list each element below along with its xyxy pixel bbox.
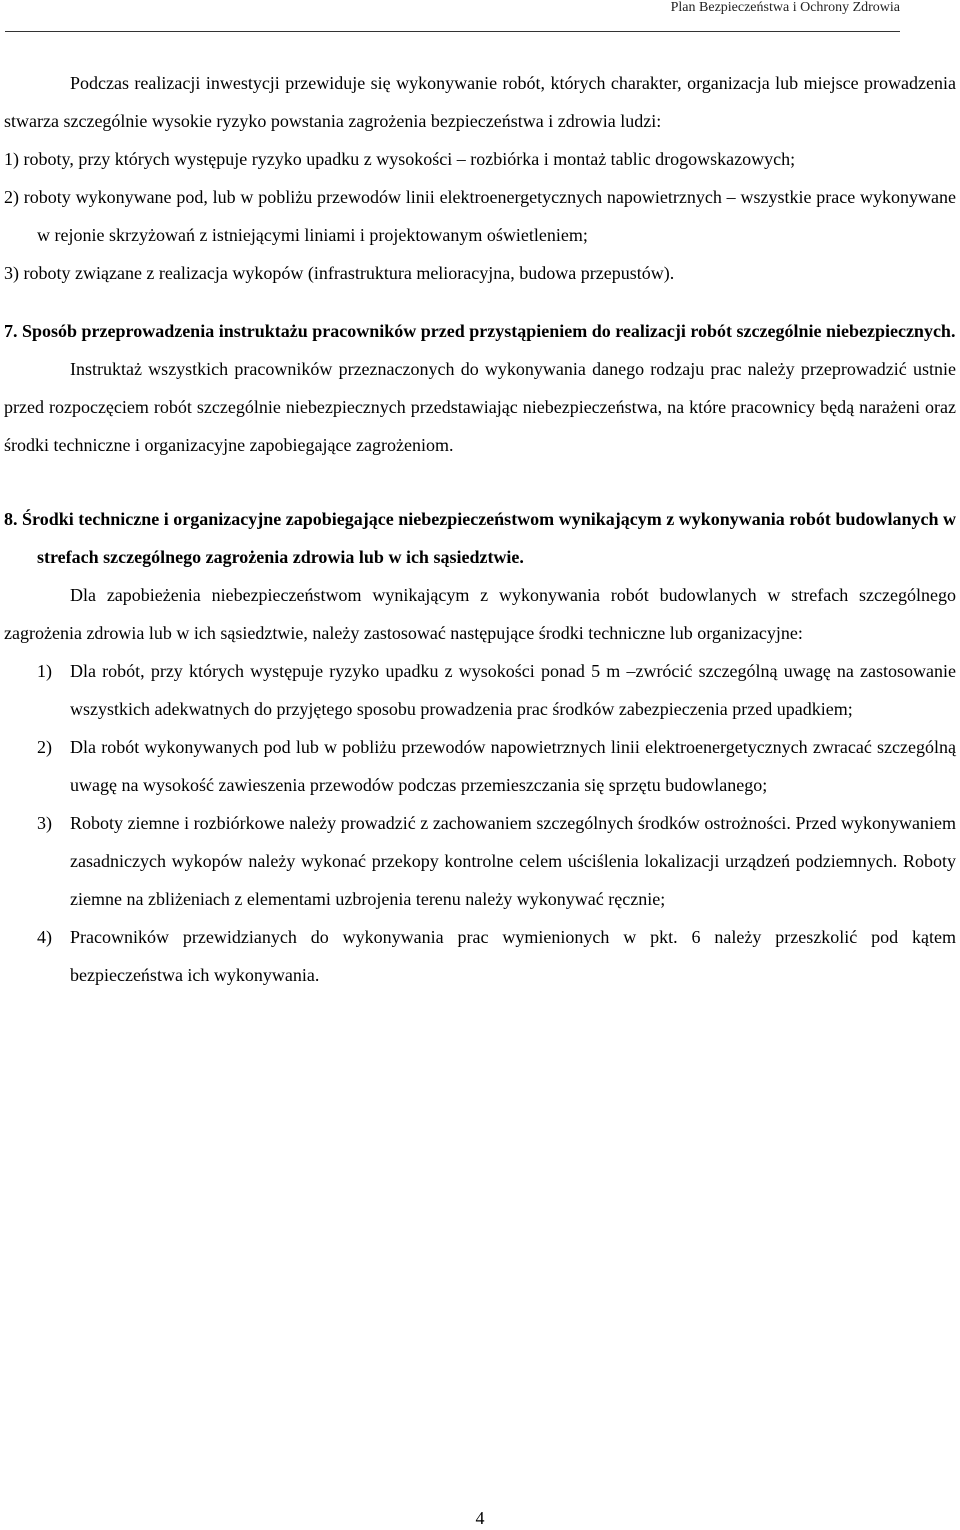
spacer (4, 292, 956, 312)
section-7-heading: 7. Sposób przeprowadzenia instruktażu pracowników przed przystąpieniem do realizacji robót szczególnie niebezpiecznych. (4, 321, 956, 341)
risk-item: 2) roboty wykonywane pod, lub w pobliżu przewodów linii elektroenergetycznych napowietrznych – wszystkie prace wykonywane w rejonie skrzyżowań z istniejącymi liniami i projektowanym oświetleniem; (4, 187, 956, 245)
measure-item (4, 804, 956, 918)
measure-text: Dla robót, przy których występuje ryzyko upadku z wysokości ponad 5 m –zwrócić szczególną uwagę na zastosowanie wszystkich adekwatnych do przyjętego sposobu prowadzenia prac środków zabezpieczenia przed upadkiem; (70, 661, 956, 719)
document-title: Plan Bezpieczeństwa i Ochrony Zdrowia (670, 0, 900, 15)
page-number: 4 (475, 1508, 485, 1528)
header-divider (5, 31, 900, 32)
measures-list (4, 652, 956, 994)
page-header (0, 0, 900, 34)
section-7-body: Instruktaż wszystkich pracowników przeznaczonych do wykonywania danego rodzaju prac należy przeprowadzić ustnie przed rozpoczęciem robót szczególnie niebezpiecznych przedstawiając niebezpieczeństwa, na które pracownicy będą narażeni oraz środki techniczne i organizacyjne zapobiegające zagrożeniom. (4, 359, 956, 455)
measure-text: Pracowników przewidzianych do wykonywania prac wymienionych w pkt. 6 należy przeszkolić pod kątem bezpieczeństwa ich wykonywania. (70, 927, 956, 985)
measure-item (4, 652, 956, 728)
risk-list (4, 140, 956, 292)
measure-number: 4) (37, 927, 52, 947)
measure-number: 3) (37, 813, 52, 833)
measure-item (4, 728, 956, 804)
section-8-heading: 8. Środki techniczne i organizacyjne zapobiegające niebezpieczeństwom wynikającym z wykonywania robót budowlanych w strefach szczególnego zagrożenia zdrowia lub w ich sąsiedztwie. (4, 509, 956, 567)
spacer (4, 464, 956, 500)
risk-item: 3) roboty związane z realizacja wykopów (infrastruktura melioracyjna, budowa przepustów). (4, 263, 675, 283)
section-8-body: Dla zapobieżenia niebezpieczeństwom wynikającym z wykonywania robót budowlanych w strefach szczególnego zagrożenia zdrowia lub w ich sąsiedztwie, należy zastosować następujące środki techniczne lub organizacyjne: (4, 585, 956, 643)
measure-number: 1) (37, 661, 52, 681)
risk-item: 1) roboty, przy których występuje ryzyko upadku z wysokości – rozbiórka i montaż tablic drogowskazowych; (4, 149, 796, 169)
measure-item (4, 918, 956, 994)
measure-number: 2) (37, 737, 52, 757)
measure-text: Dla robót wykonywanych pod lub w pobliżu przewodów napowietrznych linii elektroenergetycznych zwracać szczególną uwagę na wysokość zawieszenia przewodów podczas przemieszczania się sprzętu budowlanego; (70, 737, 956, 795)
measure-text: Roboty ziemne i rozbiórkowe należy prowadzić z zachowaniem szczególnych środków ostrożności. Przed wykonywaniem zasadniczych wykopów należy wykonać przekopy kontrolne celem uściślenia lokalizacji urządzeń podziemnych. Roboty ziemne na zbliżeniach z elementami uzbrojenia terenu należy wykonywać ręcznie; (70, 813, 956, 909)
document-body (4, 64, 956, 994)
intro-paragraph: Podczas realizacji inwestycji przewiduje się wykonywanie robót, których charakter, organizacja lub miejsce prowadzenia stwarza szczególnie wysokie ryzyko powstania zagrożenia bezpieczeństwa i zdrowia ludzi: (4, 73, 956, 131)
